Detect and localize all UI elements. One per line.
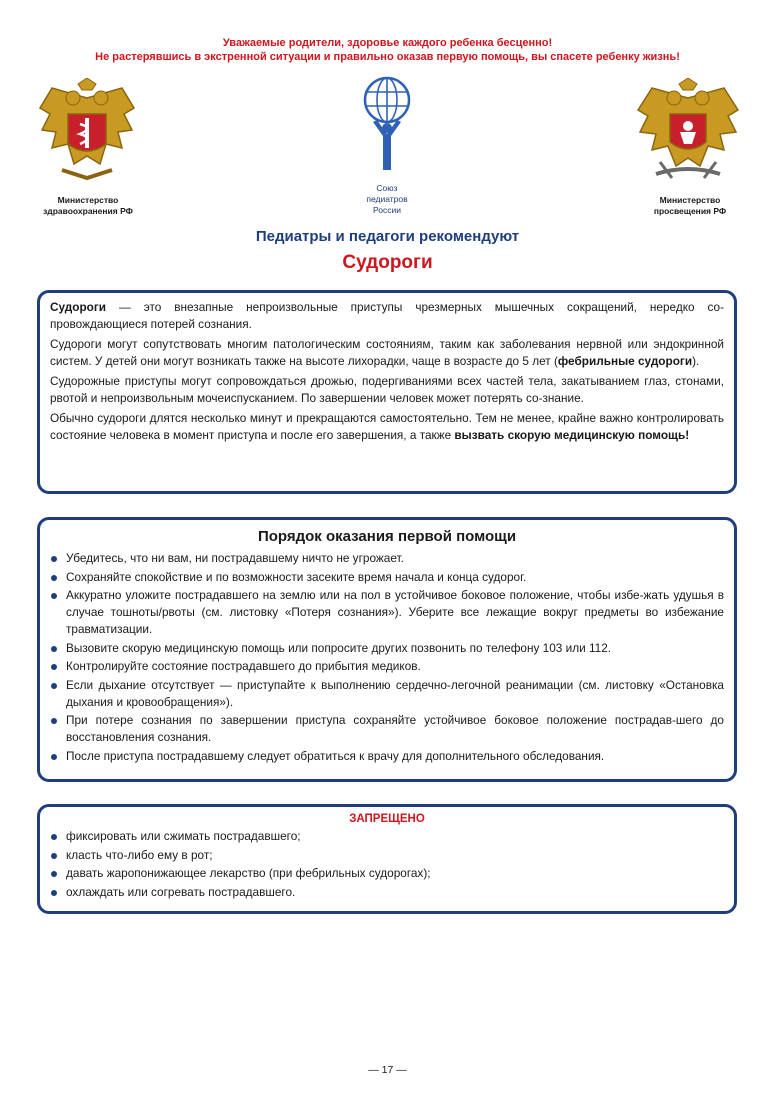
recommendation-header: Педиатры и педагоги рекомендуют — [255, 228, 520, 245]
list-item: охлаждать или согревать пострадавшего. — [50, 884, 724, 901]
list-item: фиксировать или сжимать пострадавшего; — [50, 828, 724, 845]
intro-paragraph-3: Судорожные приступы могут сопровождаться дрожью, подергиваниями всех частей тела, закатыванием глаз, стонами, рвотой и непроизвольным мочеиспусканием. По завершении человек может потерять со-знание. — [50, 374, 724, 405]
bullet-icon — [51, 646, 57, 652]
bullet-icon — [51, 593, 57, 599]
bullet-icon — [51, 834, 57, 840]
page-number: — 17 — — [368, 1064, 407, 1076]
bullet-icon — [51, 556, 57, 562]
pediatricians-union-caption: Союз педиатров России — [366, 183, 408, 215]
ministry-health-caption: Министерство здравоохранения РФ — [43, 195, 133, 216]
call-ambulance-emphasis: вызвать скорую медицинскую помощь! — [454, 428, 690, 442]
intro-box — [37, 290, 737, 494]
parents-notice-line-2: Не растерявшись в экстренной ситуации и правильно оказав первую помощь, вы спасете ребенку жизнь! — [95, 51, 680, 63]
intro-paragraph-1: Судороги — это внезапные непроизвольные приступы чрезмерных мышечных сокращений, нередко со-провождающиеся потерей сознания. — [50, 300, 724, 331]
parents-notice-line-1: Уважаемые родители, здоровье каждого ребенка бесценно! — [222, 37, 553, 49]
list-item: Убедитесь, что ни вам, ни пострадавшему ничто не угрожает. — [50, 550, 724, 567]
bullet-icon — [51, 664, 57, 670]
forbidden-title: ЗАПРЕЩЕНО — [349, 813, 425, 825]
forbidden-box — [37, 804, 737, 914]
first-aid-list — [50, 550, 724, 765]
bullet-icon — [51, 853, 57, 859]
forbidden-list — [50, 828, 724, 901]
bullet-icon — [51, 718, 57, 724]
bullet-icon — [51, 575, 57, 581]
list-item: Если дыхание отсутствует — приступайте к выполнению сердечно-легочной реанимации (см. листовку «Остановка дыхания и кровообращения»). — [50, 677, 724, 711]
list-item: Контролируйте состояние пострадавшего до прибытия медиков. — [50, 658, 724, 675]
pediatricians-union-logo-icon — [357, 76, 417, 180]
page-title: Судороги — [342, 252, 433, 273]
first-aid-title: Порядок оказания первой помощи — [257, 528, 517, 545]
bullet-icon — [51, 754, 57, 760]
ministry-education-emblem-icon — [632, 78, 744, 188]
first-aid-box — [37, 517, 737, 782]
list-item: При потере сознания по завершении приступа сохраняйте устойчивое боковое положение пострадав-шего до восстановления сознания. — [50, 712, 724, 746]
bullet-icon — [51, 871, 57, 877]
list-item: давать жаропонижающее лекарство (при фебрильных судорогах); — [50, 865, 724, 882]
intro-paragraph-2: Судороги могут сопутствовать многим патологическим состояниям, таким как заболевания нервной или эндокринной систем. У детей они могут возникать также на высоте лихорадки, чаще в возрасте до 5 лет (фебрильные судороги). — [50, 337, 724, 368]
ministry-health-emblem-icon — [32, 78, 142, 188]
list-item: класть что-либо ему в рот; — [50, 847, 724, 864]
list-item: Аккуратно уложите пострадавшего на землю или на пол в устойчивое боковое положение, чтобы избе-жать удушья в случае тошноты/рвоты (см. листовку «Потеря сознания»). Уберите все лежащие вокруг предметы во избежание травматизации. — [50, 587, 724, 638]
list-item: После приступа пострадавшему следует обратиться к врачу для дополнительного обследования. — [50, 748, 724, 765]
list-item: Вызовите скорую медицинскую помощь или попросите других позвонить по телефону 103 или 112. — [50, 640, 724, 657]
list-item: Сохраняйте спокойствие и по возможности засеките время начала и конца судорог. — [50, 569, 724, 586]
ministry-education-caption: Министерство просвещения РФ — [653, 195, 727, 216]
bullet-icon — [51, 890, 57, 896]
febrile-seizures-term: фебрильные судороги — [557, 354, 693, 368]
intro-paragraph-4: Обычно судороги длятся несколько минут и прекращаются самостоятельно. Тем не менее, крайне важно контролировать состояние человека в момент приступа и после его завершения, а также вызвать скорую медицинскую помощь! — [50, 411, 724, 442]
bullet-icon — [51, 683, 57, 689]
seizures-term: Судороги — [50, 300, 107, 314]
